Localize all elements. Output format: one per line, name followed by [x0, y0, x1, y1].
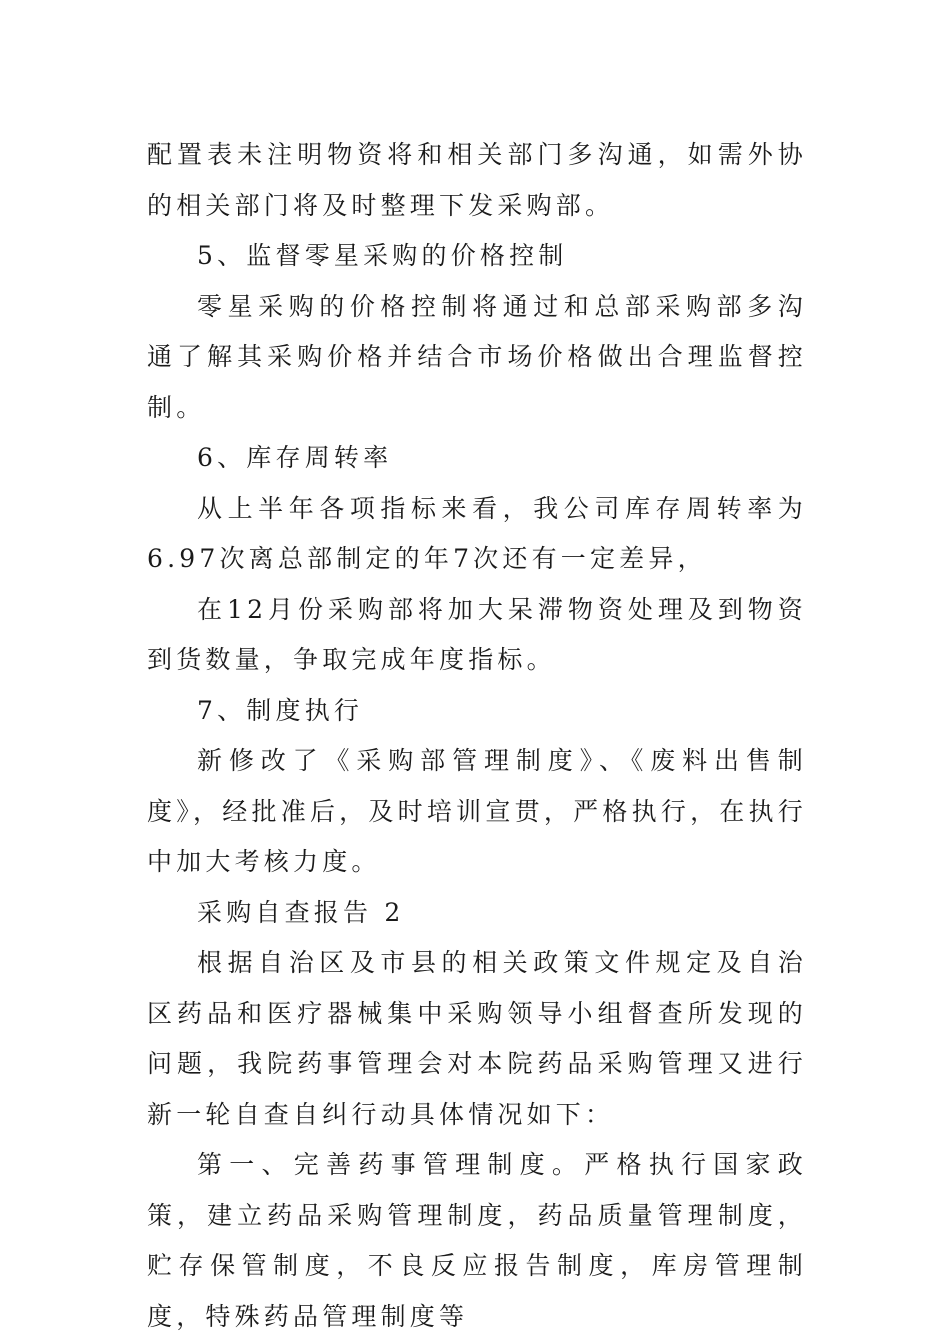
section-heading-5: 5、监督零星采购的价格控制 [197, 241, 568, 270]
report-title-2: 采购自查报告 2 [197, 897, 405, 927]
document-body [147, 130, 807, 1342]
paragraph: 新修改了《采购部管理制度》、《废料出售制度》，经批准后，及时培训宣贯，严格执行，在执行中加大考核力度。 [147, 746, 807, 876]
paragraph: 第一、完善药事管理制度。严格执行国家政策，建立药品采购管理制度，药品质量管理制度，贮存保管制度，不良反应报告制度，库房管理制度，特殊药品管理制度等 [147, 1150, 807, 1331]
paragraph: 零星采购的价格控制将通过和总部采购部多沟通了解其采购价格并结合市场价格做出合理监督控制。 [147, 291, 807, 422]
paragraph: 根据自治区及市县的相关政策文件规定及自治区药品和医疗器械集中采购领导小组督查所发现的问题，我院药事管理会对本院药品采购管理又进行新一轮自查自纠行动具体情况如下： [147, 948, 807, 1129]
section-heading-7: 7、制度执行 [197, 695, 364, 725]
paragraph: 在12月份采购部将加大呆滞物资处理及到物资到货数量，争取完成年度指标。 [147, 594, 807, 674]
paragraph-continuation: 配置表未注明物资将和相关部门多沟通，如需外协的相关部门将及时整理下发采购部。 [147, 140, 807, 220]
section-heading-6: 6、库存周转率 [197, 443, 393, 472]
paragraph: 从上半年各项指标来看，我公司库存周转率为6.97次离总部制定的年7次还有一定差异， [147, 493, 807, 573]
